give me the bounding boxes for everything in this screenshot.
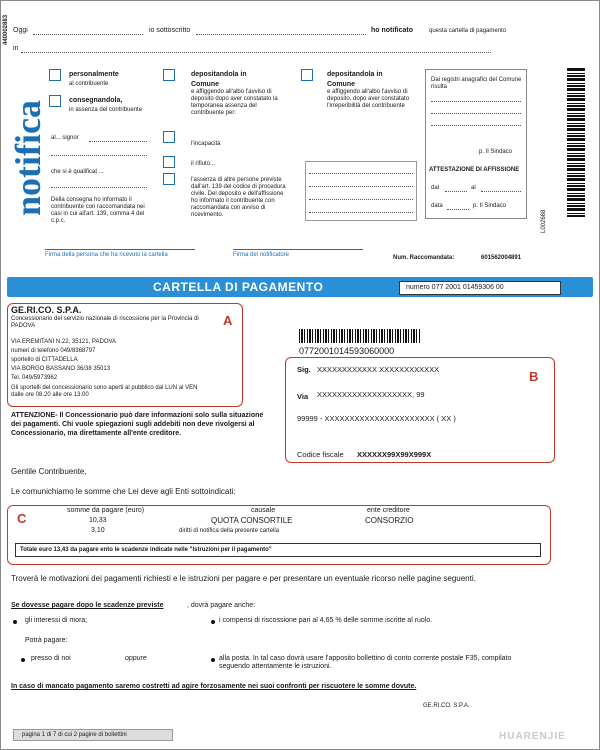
sig-label: Sig. [297, 365, 311, 374]
sindaco-2-label: p. Il Sindaco [473, 203, 507, 209]
mancato-text: In caso di mancato pagamento saremo costretti ad agire forzosamente nei suoi confronti per riscuotere le somme dovute. [11, 683, 417, 690]
in-line[interactable] [21, 52, 491, 53]
row1-causale: QUOTA CONSORTILE [211, 516, 293, 525]
depositandola-label: depositandola in [191, 71, 247, 78]
bullet-compensi [211, 620, 215, 624]
via-label: Via [297, 392, 309, 401]
checkbox-incapacita[interactable] [163, 131, 175, 143]
checkbox-personalmente[interactable] [49, 69, 61, 81]
posta-text: alla posta. In tal caso dovrà usare l'apposito bollettino di conto corrente postale F35, compilato seguendo attentamente le istruzioni. [219, 655, 512, 670]
col-ente-header: ente creditore [367, 507, 410, 514]
barcode-number: 0772001014593060000 [299, 346, 395, 356]
al-label: al [471, 185, 476, 191]
cap-value: 99999 - XXXXXXXXXXXXXXXXXXXXXX ( XX ) [297, 414, 456, 423]
dovesse-text: Se dovesse pagare dopo le scadenze previste [11, 602, 164, 609]
notifica-title: notifica [8, 100, 48, 216]
sig-value: XXXXXXXXXXXX XXXXXXXXXXXX [317, 365, 440, 374]
qualificat-label: che si è qualificat ... [51, 169, 104, 175]
attestazione-label: ATTESTAZIONE DI AFFISSIONE [429, 167, 520, 173]
consegnandola-label: consegnandola, [69, 97, 123, 104]
registri-line-2[interactable] [431, 113, 521, 114]
interessi-text: gli interessi di mora; [25, 617, 88, 624]
comune-label: Comune [191, 81, 219, 88]
label-c: C [17, 511, 27, 526]
col2-text: e affiggendo all'albo l'avviso di deposito dopo aver constatato la temporanea assenza del contribuente per: [191, 89, 278, 116]
cartella-label: questa cartella di pagamento [429, 28, 507, 34]
comune-3-label: Comune [327, 81, 355, 88]
col3-text: e affiggendo all'albo l'avviso di deposito, dopo aver constatato l'irreperibilità del contribuente [327, 89, 410, 109]
sindaco-box [425, 69, 527, 219]
col3-line-1[interactable] [309, 173, 413, 174]
firma-ricevente-label: Firma della persona che ha ricevuto la cartella [45, 252, 168, 258]
al-signor-line-2[interactable] [51, 155, 147, 156]
firma-notificatore-line[interactable] [233, 249, 363, 250]
personalmente-label: personalmente [69, 71, 119, 78]
footer-page-info: pagina 1 di 7 di cui 2 pagine di bollettini [13, 729, 173, 741]
potra-text: Potrà pagare: [25, 637, 68, 644]
sottoscritto-label: io sottoscritto [149, 27, 191, 34]
firma-ricevente-line[interactable] [45, 249, 195, 250]
attenzione-notice: ATTENZIONE- Il Concessionario può dare informazioni solo sulla situazione dei pagamenti. Chi vuole spiegazioni sugli addebiti non deve rivolgersi al Concessionario, ma direttamente all'ente creditore. [11, 412, 264, 437]
concessionario-addr2: VIA BORGO BASSANO 36/38 35013 [11, 366, 111, 372]
totale-box: Totale euro 13,43 da pagare ento le scadenze indicate nelle "Istruzioni per il pagamento" [15, 543, 541, 557]
bullet-interessi [13, 620, 17, 624]
col3-line-2[interactable] [309, 186, 413, 187]
sindaco-label: p. Il Sindaco [479, 149, 513, 155]
concessionario-sportelli: Gli sportelli del concessionario sono aperti al pubblico dal LUN al VEN dalle ore 08.20 alle ore 13.00 [11, 385, 198, 398]
checkbox-deposito-temporaneo[interactable] [163, 69, 175, 81]
raccomandata-label: Num. Raccomandata: [393, 255, 455, 261]
dovesse-rest: , dovrà pagare anche: [187, 602, 256, 609]
concessionario-sportello: sportello di CITTADELLA [11, 357, 78, 363]
vertical-barcode [567, 67, 585, 217]
bullet-posta [211, 658, 215, 662]
row2-causale: diritti di notifica della presente cartella [179, 528, 280, 534]
cartella-number: numero 077 2001 01459306 00 [399, 281, 561, 295]
assenza-text: l'assenza di altre persone previste dall'art. 139 del codice di procedura civile. Del deposito e dell'affissione ho informato il contribuente con raccomandata con avviso di ricevimento. [191, 177, 286, 218]
checkbox-irreperibilita[interactable] [301, 69, 313, 81]
checkbox-rifiuto[interactable] [163, 156, 175, 168]
label-a: A [223, 313, 233, 328]
concessionario-tel1: numeri di telefono 049/8368797 [11, 348, 96, 354]
rifiuto-label: il rifiuto... [191, 161, 216, 167]
dal-label: dal [431, 185, 440, 191]
concessionario-name: GE.RI.CO. S.P.A. [11, 305, 82, 315]
row1-ente: CONSORZIO [365, 516, 414, 525]
data-label: data [431, 203, 443, 209]
horizontal-barcode [299, 329, 421, 343]
row1-somme: 10,33 [89, 517, 107, 524]
col-somme-header: somme da pagare (euro) [67, 507, 145, 514]
oppure-text: oppure [125, 655, 147, 662]
notificato-label: ho notificato [371, 27, 413, 34]
doc-number: 440002883 [3, 14, 9, 45]
col-causale-header: causale [251, 507, 276, 514]
watermark: HUARENJIE [499, 731, 566, 742]
checkbox-assenza[interactable] [163, 173, 175, 185]
concessionario-tel2: Tel. 049/5973962 [11, 375, 58, 381]
qualificat-line[interactable] [51, 187, 147, 188]
registri-line-1[interactable] [431, 101, 521, 102]
col1-note: Della consegna ho informato il contribuente con raccomandata nei casi in cui all'art. 139, comma 4 del c.p.c. [51, 197, 145, 224]
depositandola-3-label: depositandola in [327, 71, 383, 78]
bullet-presso [21, 658, 25, 662]
compensi-text: i compensi di riscossione pari al 4,65 % delle somme iscritte al ruolo. [219, 617, 433, 624]
col3-line-3[interactable] [309, 199, 413, 200]
col3-line-4[interactable] [309, 212, 413, 213]
dal-line[interactable] [445, 191, 467, 192]
header-title: CARTELLA DI PAGAMENTO [153, 280, 324, 294]
concessionario-addr1: VIA EREMITANI N.22, 35121, PADOVA [11, 339, 117, 345]
registri-label: Dai registri anagrafici del Comune risulta [431, 77, 522, 90]
side-code: L002668 [541, 209, 547, 233]
firma-company: GE.RI.CO. S.P.A. [423, 703, 470, 709]
cf-label: Codice fiscale [297, 450, 344, 459]
data-line[interactable] [447, 209, 469, 210]
comunichiamo-text: Le comunichiamo le somme che Lei deve agli Enti sottoindicati: [11, 487, 236, 496]
in-label: in [13, 45, 19, 52]
al-signor-line[interactable] [89, 141, 147, 142]
motivazioni-text: Troverà le motivazioni dei pagamenti richiesti e le istruzioni per pagare e per presentare un eventuale ricorso nelle pagine seguenti. [11, 574, 476, 583]
concessionario-desc: Concessionario del servizio nazionale di riscossione per la Provincia di PADOVA [11, 316, 199, 329]
oggi-label: Oggi [13, 27, 28, 34]
checkbox-consegnandola[interactable] [49, 95, 61, 107]
label-b: B [529, 369, 539, 384]
sottoscritto-line[interactable] [196, 34, 366, 35]
registri-line-3[interactable] [431, 125, 521, 126]
cf-value: XXXXXX99X99X999X [357, 450, 432, 459]
al-line[interactable] [481, 191, 521, 192]
presso-text: presso di noi [31, 655, 71, 662]
al-contribuente-label: al contribuente [69, 81, 109, 87]
row2-somme: 3,10 [91, 527, 105, 534]
oggi-line[interactable] [33, 34, 143, 35]
gentile-text: Gentile Contribuente, [11, 467, 87, 476]
incapacita-label: l'incapacità [191, 141, 221, 147]
in-assenza-label: in assenza del contribuente [69, 107, 143, 113]
via-value: XXXXXXXXXXXXXXXXXXX, 99 [317, 390, 425, 399]
raccomandata-number: 601562004891 [481, 255, 522, 261]
firma-notificatore-label: Firma del notificatore [233, 252, 290, 258]
al-signor-label: al... signor [51, 135, 79, 141]
